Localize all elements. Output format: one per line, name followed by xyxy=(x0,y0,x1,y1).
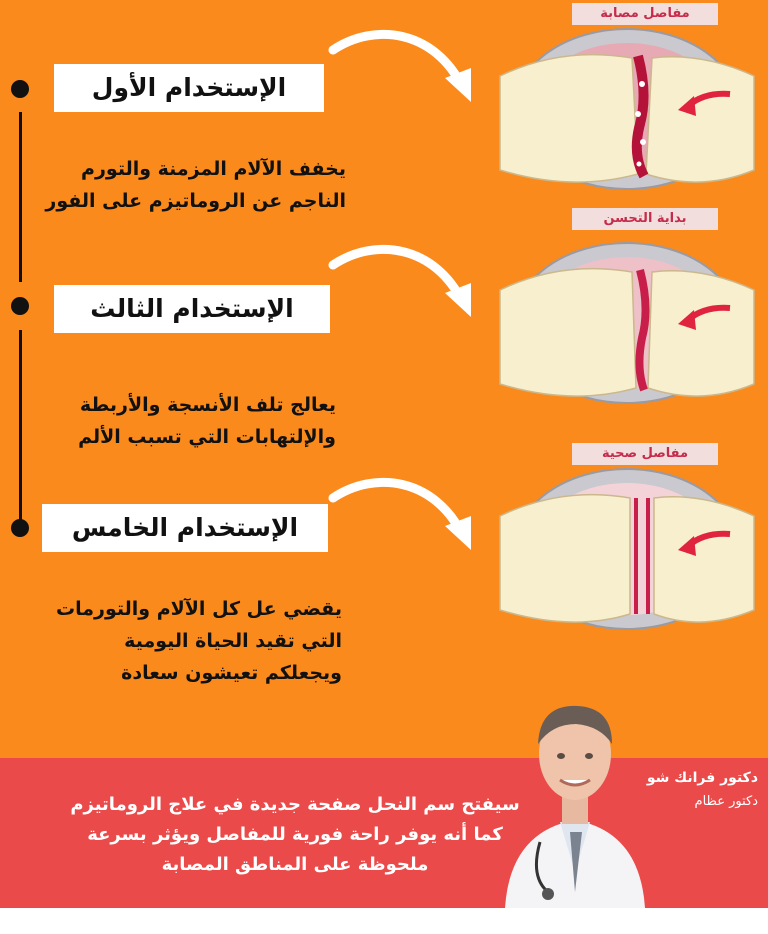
affected-joint-icon xyxy=(492,24,762,194)
use-title: الإستخدام الخامس xyxy=(42,504,328,552)
curved-arrow-icon xyxy=(325,235,475,320)
description-line: يخفف الآلام المزمنة والتورم xyxy=(81,158,346,180)
quote-line: كما أنه يوفر راحة فورية للمفاصل ويؤثر بسرعة xyxy=(87,824,503,845)
doctor-name: دكتور فرانك شو xyxy=(646,770,758,786)
description-line: يقضي عل كل الآلام والتورمات xyxy=(56,598,342,620)
curved-arrow-icon xyxy=(325,20,475,105)
quote-line: ملحوظة على المناطق المصابة xyxy=(161,854,429,875)
stage-label: مفاصل صحية xyxy=(572,443,718,465)
use-title: الإستخدام الثالث xyxy=(54,285,330,333)
quote-line: سيفتح سم النحل صفحة جديدة في علاج الروماتيزم xyxy=(70,794,520,815)
improving-joint-icon xyxy=(492,238,762,408)
use-description xyxy=(20,153,346,217)
doctor-role: دكتور عظام xyxy=(694,794,758,809)
bottom-strip xyxy=(0,908,768,934)
description-line: ويجعلكم تعيشون سعادة xyxy=(121,662,342,684)
use-title: الإستخدام الأول xyxy=(54,64,324,112)
timeline-dot xyxy=(11,80,29,98)
doctor-quote xyxy=(60,790,530,880)
stage-label: مفاصل مصابة xyxy=(572,3,718,25)
timeline-dot xyxy=(11,519,29,537)
description-line: يعالج تلف الأنسجة والأربطة xyxy=(79,394,336,416)
curved-arrow-icon xyxy=(325,468,475,553)
use-description xyxy=(20,389,336,453)
description-line: والإلتهابات التي تسبب الألم xyxy=(78,426,336,448)
stage-label: بداية التحسن xyxy=(572,208,718,230)
healthy-joint-icon xyxy=(492,464,762,634)
timeline-dot xyxy=(11,297,29,315)
description-line: الناجم عن الروماتيزم على الفور xyxy=(45,190,346,212)
use-description xyxy=(20,593,342,689)
description-line: التي تقيد الحياة اليومية xyxy=(124,630,342,652)
